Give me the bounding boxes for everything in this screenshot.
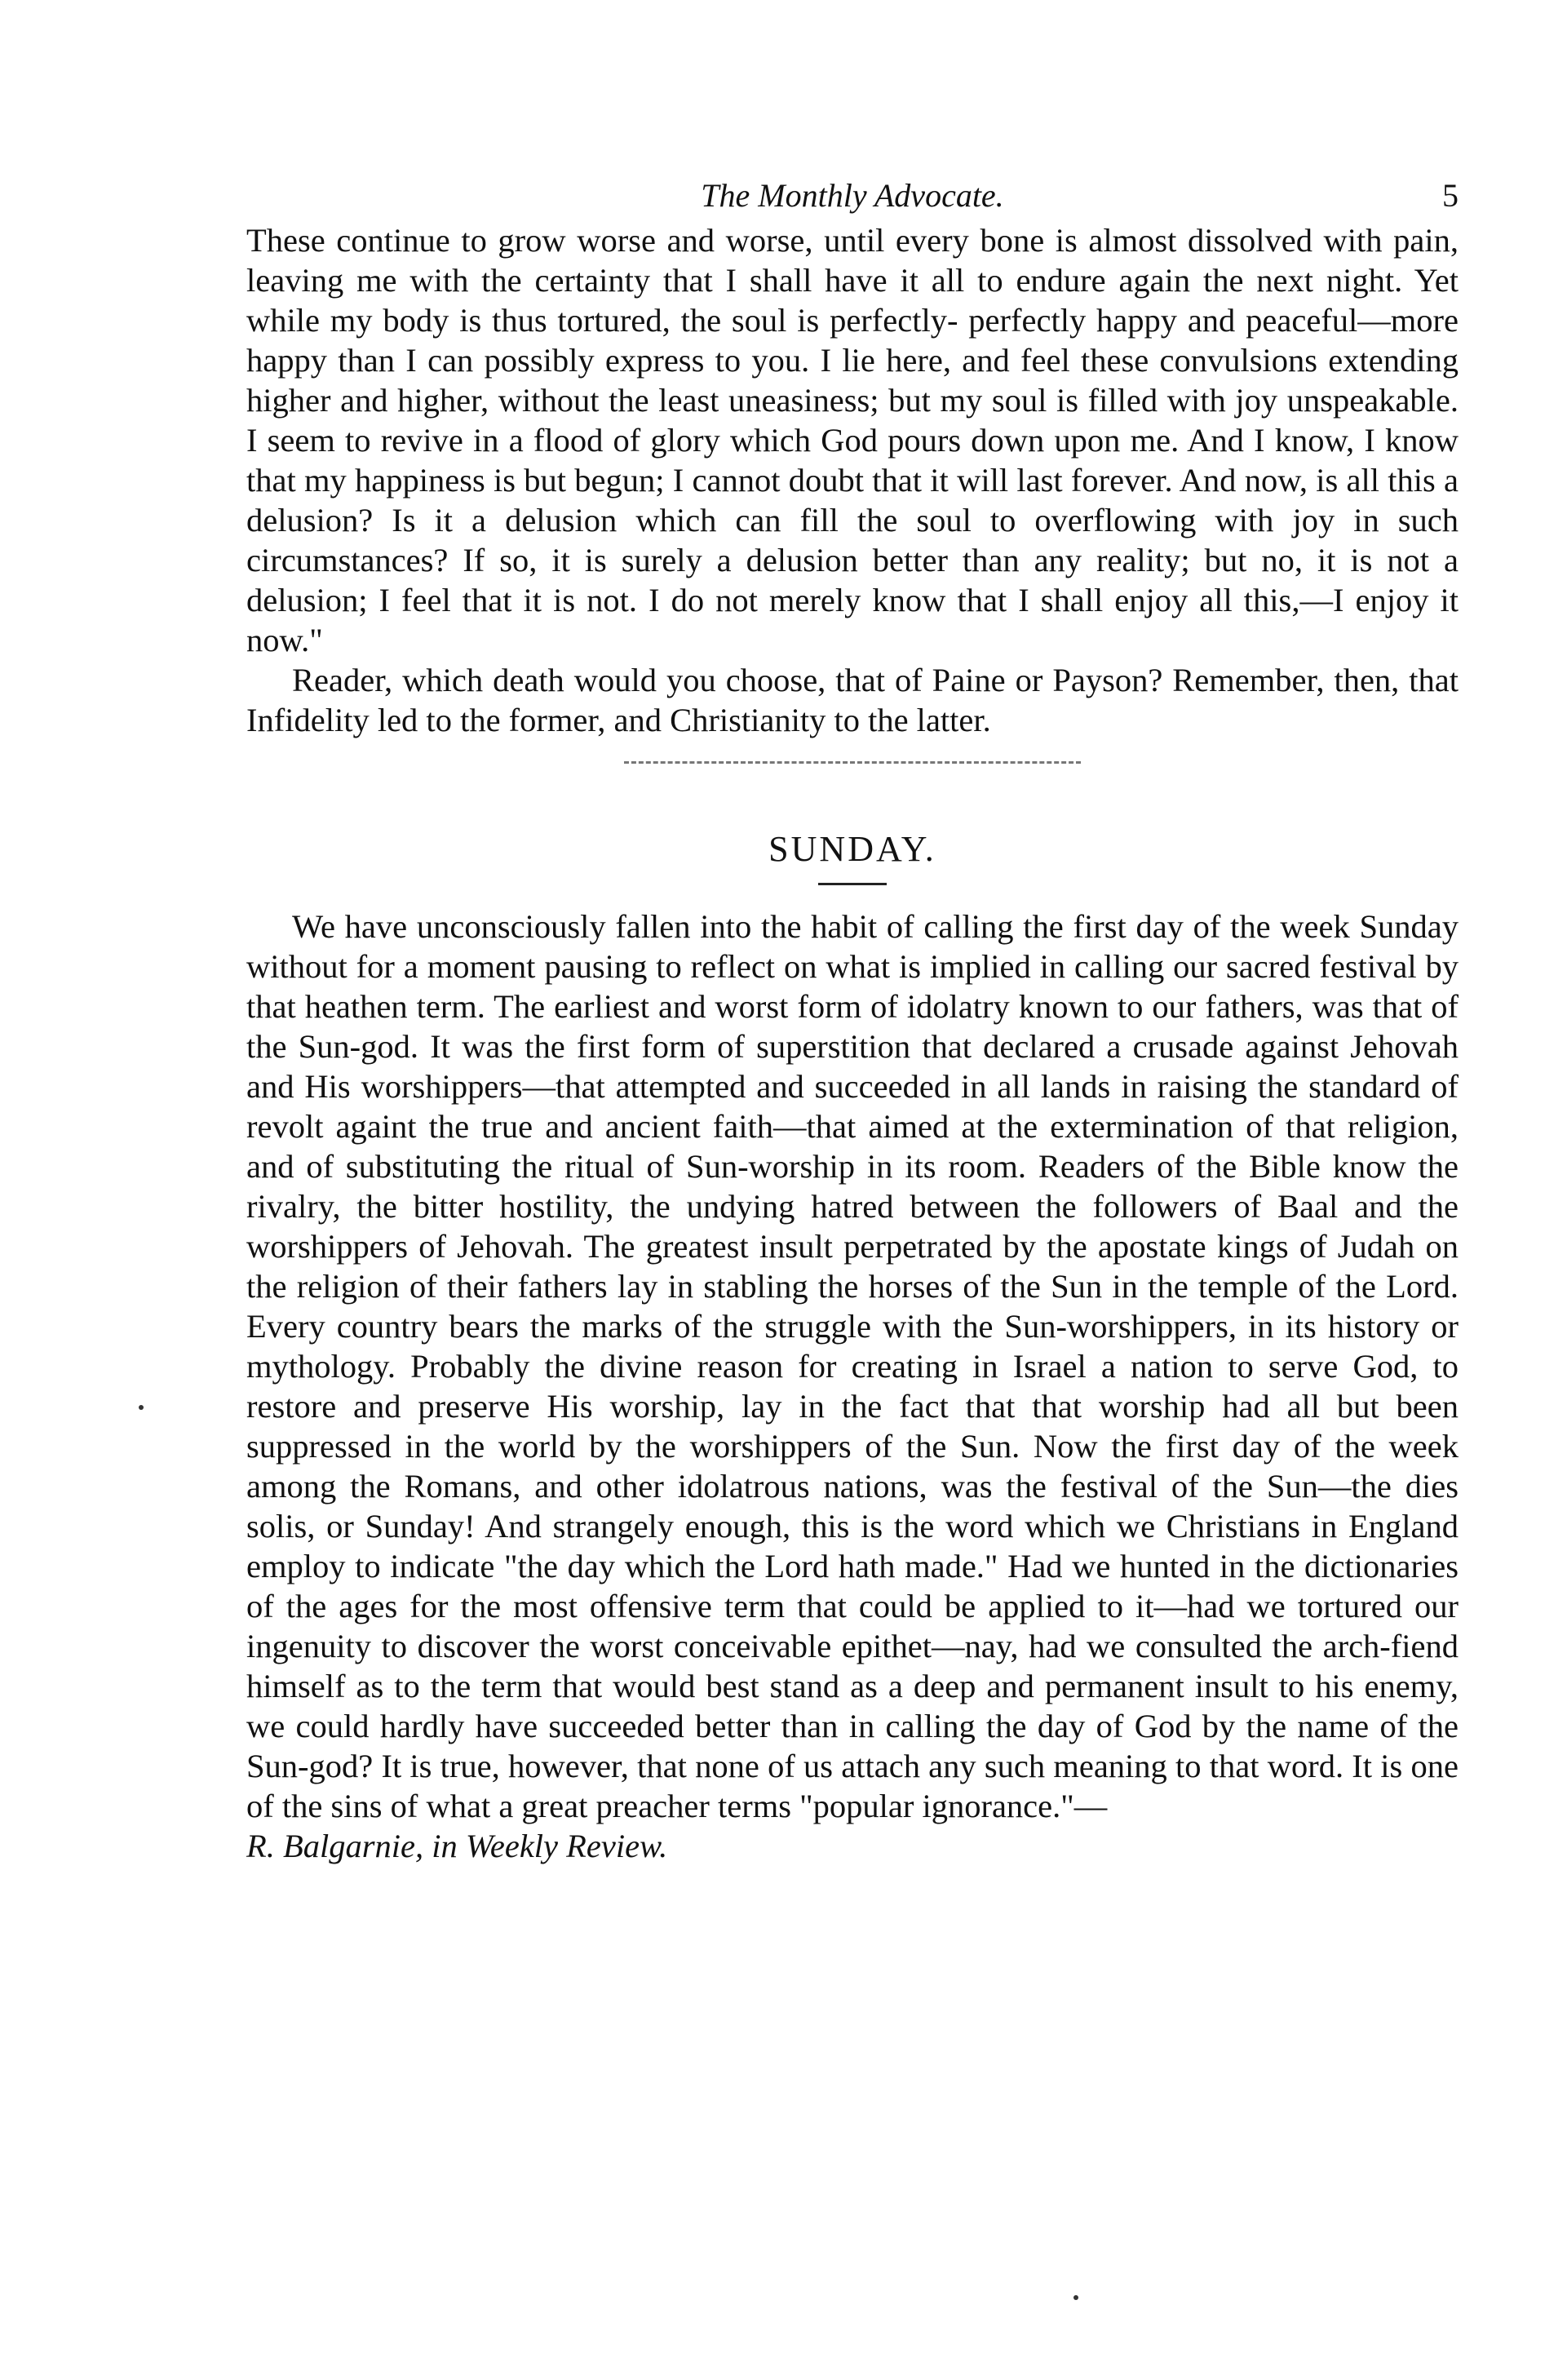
paragraph-continued: These continue to grow worse and worse, until every bone is almost dissolved with pain, leaving me with the certainty that I shall have it all to endure again the next night. Yet while my body is thus tortured, the soul is perfectly- perfectly happy and peaceful—more happy than I can possibly express to you. I lie here, and feel these convulsions extending higher and higher, without the least uneasiness; but my soul is filled with joy unspeakable. I seem to revive in a flood of glory which God pours down upon me. And I know, I know that my happiness is but begun; I cannot doubt that it will last forever. And now, is all this a delusion? Is it a delusion which can fill the soul to overflowing with joy in such circumstances? If so, it is surely a delusion better than any reality; but no, it is not a delusion; I feel that it is not. I do not merely know that I shall enjoy all this,—I enjoy it now." [246, 222, 1459, 658]
section-heading: SUNDAY. [768, 829, 936, 869]
heading-rule [818, 883, 887, 885]
running-title: The Monthly Advocate. [701, 177, 1004, 214]
paragraph-reader: Reader, which death would you choose, that of Paine or Payson? Remember, then, that Infidelity led to the former, and Christianity to the latter. [246, 662, 1459, 738]
running-head [246, 171, 1459, 220]
page-number: 5 [1442, 177, 1459, 214]
document-page [246, 171, 1459, 1866]
section-divider [624, 761, 1081, 764]
margin-speck [139, 1405, 144, 1410]
margin-speck [1073, 2295, 1078, 2300]
section-body: We have unconsciously fallen into the habit of calling the first day of the week Sunday without for a moment pausing to reflect on what is implied in calling our sacred festival by that heathen term. The earliest and worst form of idolatry known to our fathers, was that of the Sun-god. It was the first form of superstition that declared a crusade against Jehovah and His worshippers—that attempted and succeeded in all lands in raising the standard of revolt againt the true and ancient faith—that aimed at the extermination of that religion, and of substituting the ritual of Sun-worship in its room. Readers of the Bible know the rivalry, the bitter hostility, the undying hatred between the followers of Baal and the worshippers of Jehovah. The greatest insult perpetrated by the apostate kings of Judah on the religion of their fathers lay in stabling the horses of the Sun in the temple of the Lord. Every country bears the marks of the struggle with the Sun-worshippers, in its history or mythology. Probably the divine reason for creating in Israel a nation to serve God, to restore and preserve His worship, lay in the fact that that worship had all but been suppressed in the world by the worshippers of the Sun. Now the first day of the week among the Romans, and other idolatrous nations, was the festival of the Sun—the dies solis, or Sunday! And strangely enough, this is the word which we Christians in England employ to indicate "the day which the Lord hath made." Had we hunted in the dictionaries of the ages for the most offensive term that could be applied to it—had we tortured our ingenuity to discover the worst conceivable epithet—nay, had we consulted the arch-fiend himself as to the term that would best stand as a deep and permanent insult to his enemy, we could hardly have succeeded better than in calling the day of God by the name of the Sun-god? It is true, however, that none of us attach any such meaning to that word. It is one of the sins of what a great preacher terms "popular ignorance."— [246, 908, 1459, 1824]
attribution: R. Balgarnie, in Weekly Review. [246, 1828, 668, 1864]
